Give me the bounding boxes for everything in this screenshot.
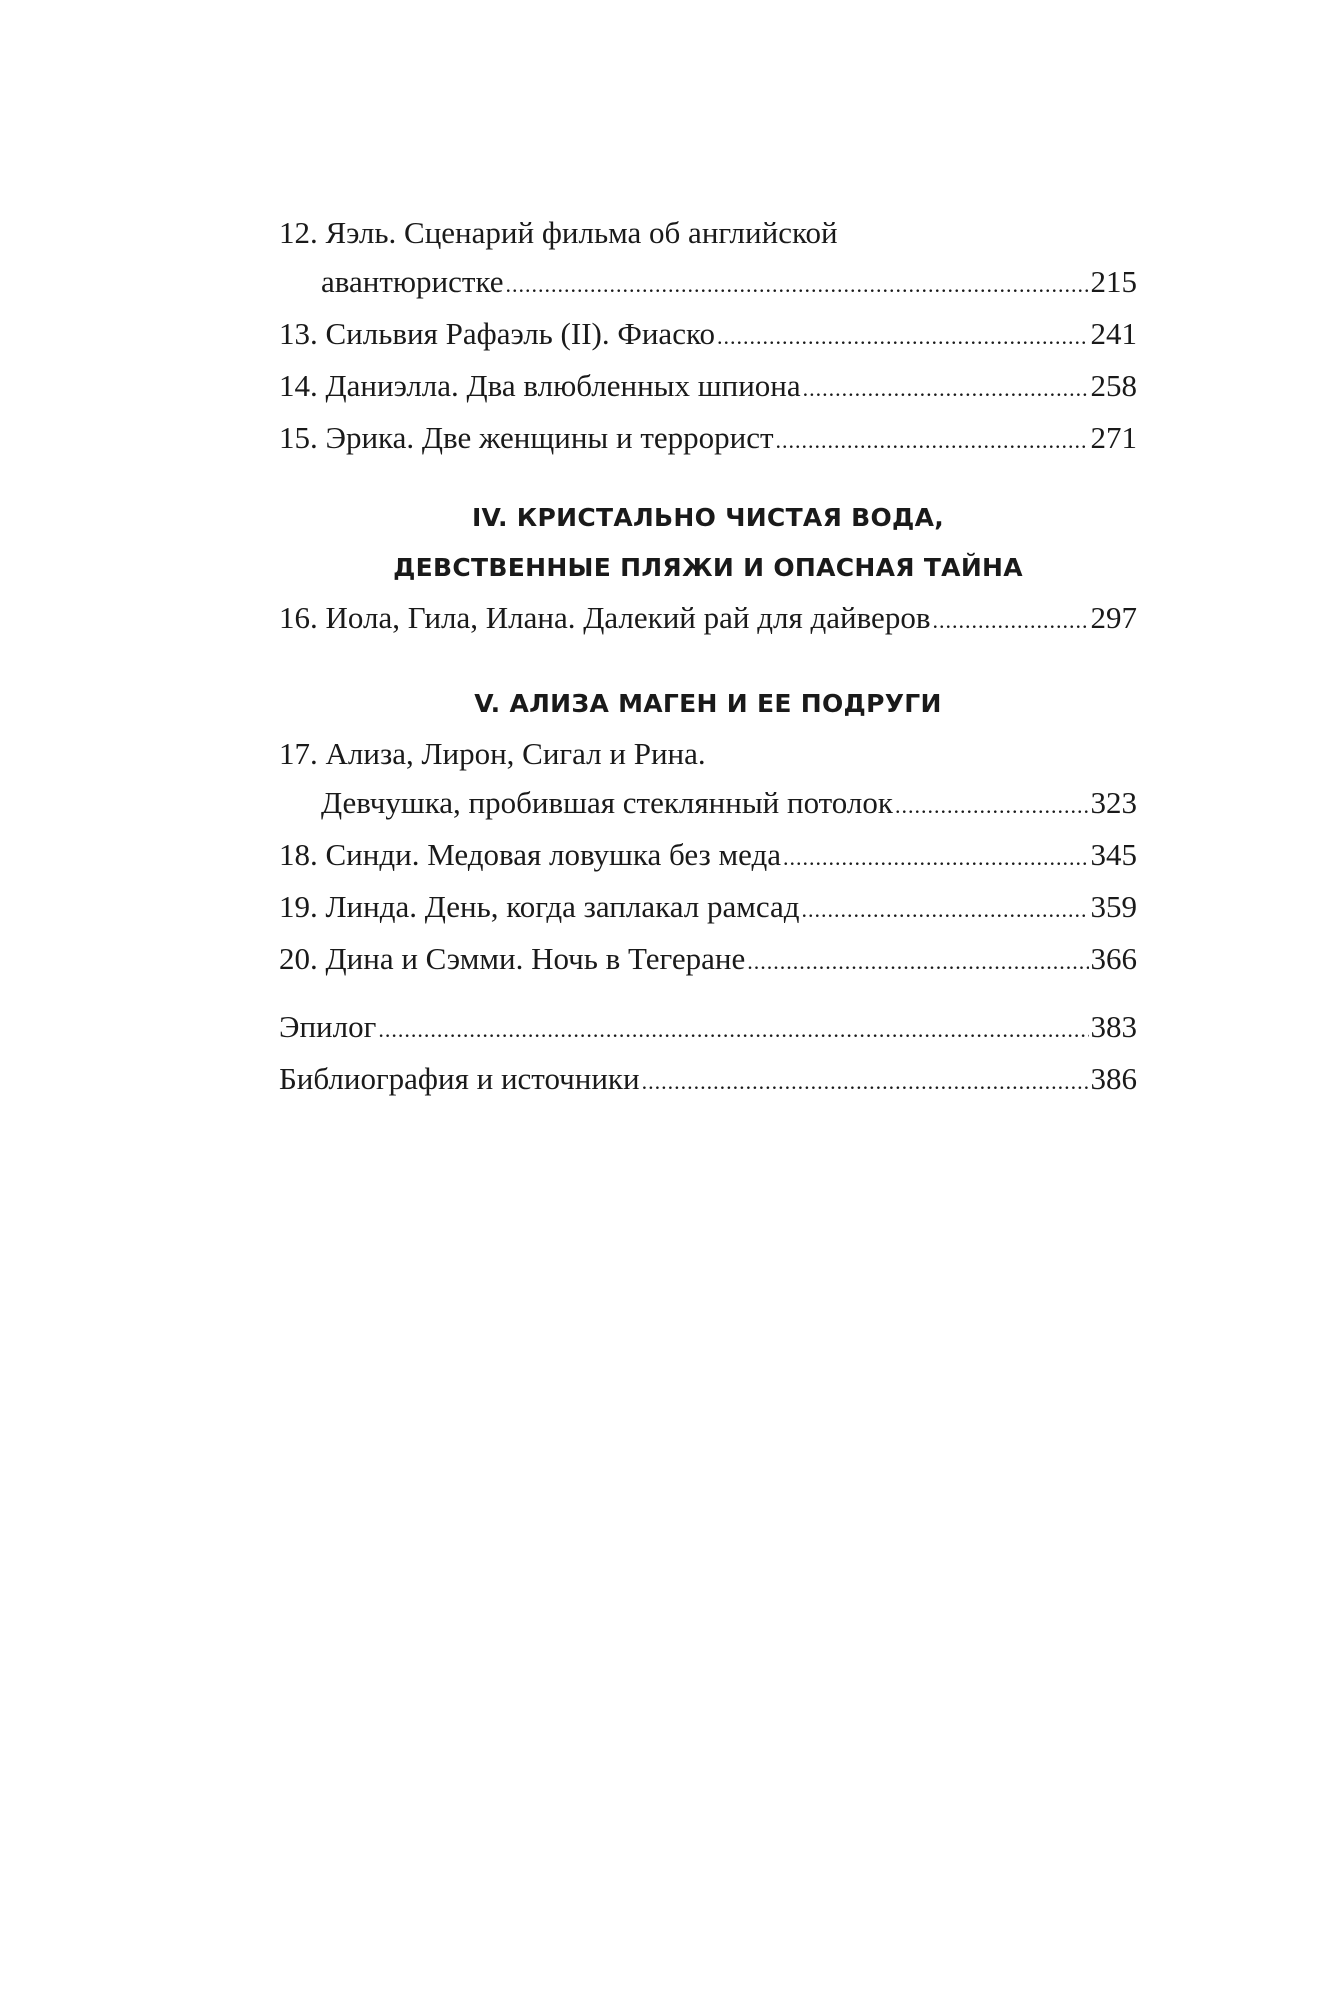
dot-leader: [802, 885, 1089, 934]
toc-page-number: 241: [1090, 316, 1137, 351]
toc-page-number: 297: [1090, 600, 1137, 635]
dot-leader: [776, 416, 1089, 465]
section-heading-line: ДЕВСТВЕННЫЕ ПЛЯЖИ И ОПАСНАЯ ТАЙНА: [393, 553, 1023, 582]
toc-page-number: 383: [1090, 1009, 1137, 1044]
dot-leader: [642, 1057, 1089, 1106]
dot-leader: [783, 833, 1088, 882]
toc-entry-15: [279, 413, 1137, 465]
toc-entry-epilogue: [279, 1002, 1137, 1054]
toc-entry-title-continued: авантюристке: [321, 264, 504, 299]
toc-entry-number: 19.: [279, 889, 318, 924]
toc-entry-19: [279, 882, 1137, 934]
toc-entry-number: 17.: [279, 736, 318, 771]
spacer: [279, 465, 1137, 493]
toc-entry-number: 14.: [279, 368, 318, 403]
section-heading-4: [279, 493, 1137, 593]
toc-entry-13: [279, 309, 1137, 361]
dot-leader: [803, 364, 1089, 413]
dot-leader: [932, 596, 1088, 645]
toc-entry-number: 16.: [279, 600, 318, 635]
toc-entry-title: Яэль. Сценарий фильма об английской: [325, 215, 838, 250]
toc-entry-18: [279, 830, 1137, 882]
toc-entry-title: Эпилог: [279, 1009, 377, 1044]
toc-page-number: 215: [1090, 264, 1137, 299]
dot-leader: [717, 312, 1089, 361]
toc-entry-number: 12.: [279, 215, 318, 250]
toc-entry-bibliography: [279, 1054, 1137, 1106]
toc-entry-title: Эрика. Две женщины и террорист: [325, 420, 774, 455]
toc-entry-12: [279, 208, 1137, 309]
toc-entry-14: [279, 361, 1137, 413]
toc-entry-number: 20.: [279, 941, 318, 976]
table-of-contents: [279, 208, 1137, 1106]
toc-entry-20: [279, 934, 1137, 986]
toc-entry-number: 15.: [279, 420, 318, 455]
section-heading-line: V. АЛИЗА МАГЕН И ЕЕ ПОДРУГИ: [474, 689, 942, 718]
dot-leader: [378, 1005, 1088, 1054]
toc-page-number: 271: [1090, 420, 1137, 455]
toc-page-number: 323: [1090, 785, 1137, 820]
toc-page-number: 386: [1090, 1061, 1137, 1096]
toc-entry-title: Синди. Медовая ловушка без меда: [325, 837, 782, 872]
spacer: [279, 645, 1137, 679]
section-heading-line: IV. КРИСТАЛЬНО ЧИСТАЯ ВОДА,: [471, 503, 945, 532]
section-heading-5: [279, 679, 1137, 729]
toc-page-number: 258: [1090, 368, 1137, 403]
toc-entry-title: Даниэлла. Два влюбленных шпиона: [325, 368, 801, 403]
toc-entry-title-continued: Девчушка, пробившая стеклянный потолок: [321, 785, 893, 820]
dot-leader: [506, 260, 1089, 309]
toc-entry-title: Линда. День, когда заплакал рамсад: [325, 889, 800, 924]
toc-entry-title: Сильвия Рафаэль (II). Фиаско: [325, 316, 715, 351]
toc-entry-title: Иола, Гила, Илана. Далекий рай для дайверов: [325, 600, 931, 635]
toc-page-number: 345: [1090, 837, 1137, 872]
spacer: [279, 986, 1137, 1002]
toc-entry-title: Дина и Сэмми. Ночь в Тегеране: [325, 941, 746, 976]
toc-page-number: 366: [1090, 941, 1137, 976]
toc-page-number: 359: [1090, 889, 1137, 924]
toc-entry-number: 18.: [279, 837, 318, 872]
toc-entry-title: Библиография и источники: [279, 1061, 640, 1096]
toc-entry-number: 13.: [279, 316, 318, 351]
toc-entry-17: [279, 729, 1137, 830]
toc-entry-16: [279, 593, 1137, 645]
dot-leader: [747, 937, 1088, 986]
toc-entry-title: Ализа, Лирон, Сигал и Рина.: [325, 736, 706, 771]
dot-leader: [895, 781, 1089, 830]
